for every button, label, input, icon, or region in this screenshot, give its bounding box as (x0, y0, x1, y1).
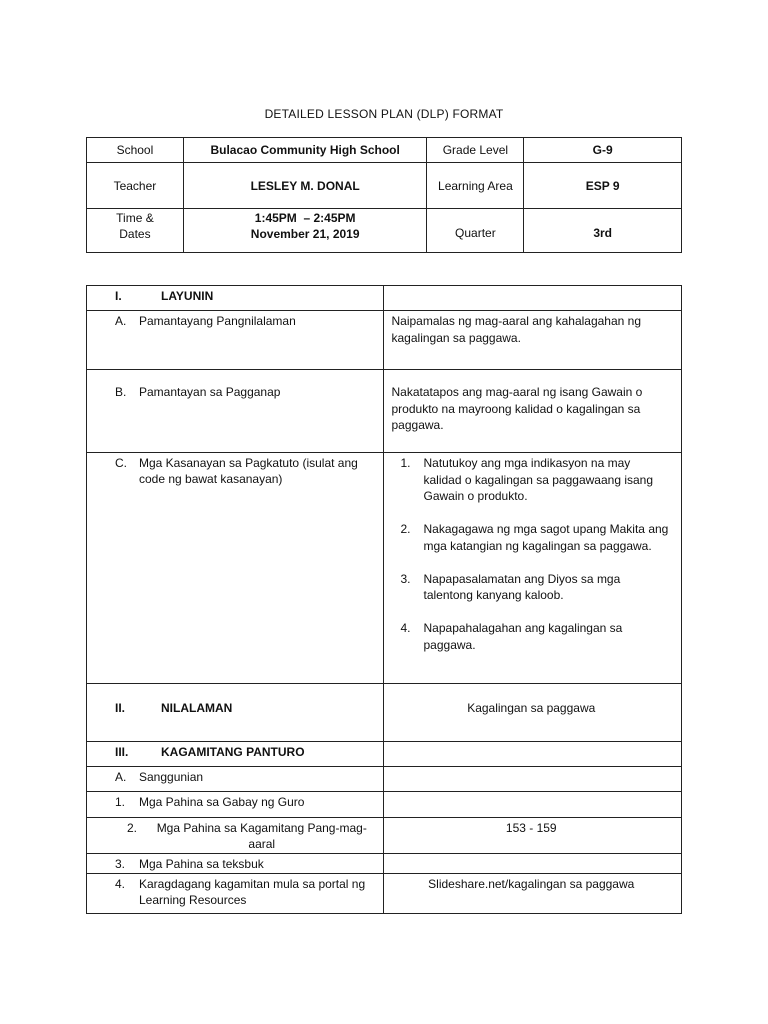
item-label: Mga Pahina sa Gabay ng Guro (139, 795, 305, 809)
item-label: Mga Pahina sa teksbuk (139, 857, 264, 871)
list-item (384, 571, 670, 604)
section-label: KAGAMITANG PANTURO (161, 745, 305, 759)
time-range: 1:45PM – 2:45PM (254, 211, 356, 225)
row-pamantayang-pangnilalaman (87, 311, 682, 370)
list-text: Napapahalagahan ang kagalingan sa paggawa. (423, 621, 623, 652)
item-label: Pamantayang Pangnilalaman (139, 314, 296, 328)
pages-value: 153 - 159 (505, 821, 557, 835)
row-kagamitang-pang-mag-aaral (87, 818, 682, 854)
section-number: III. (115, 745, 129, 759)
teacher-value: LESLEY M. DONAL (183, 163, 427, 209)
row-kagamitang-panturo (87, 742, 682, 767)
row-nilalaman (87, 684, 682, 742)
section-label: LAYUNIN (161, 289, 214, 303)
learning-competencies-list (384, 453, 682, 653)
item-letter: A. (115, 770, 127, 784)
info-row-school (87, 138, 682, 163)
row-mga-kasanayan (87, 453, 682, 684)
info-table (86, 137, 682, 253)
item-number: 2. (127, 821, 138, 835)
item-letter: A. (115, 314, 127, 328)
time-value (183, 209, 427, 253)
row-pamantayan-sa-pagganap (87, 370, 682, 453)
list-number: 4. (400, 621, 411, 635)
time-label-line1: Time & (116, 211, 154, 225)
nilalaman-value: Kagalingan sa paggawa (467, 701, 596, 715)
item-label: Sanggunian (139, 770, 204, 784)
list-item (384, 521, 670, 554)
info-row-teacher (87, 163, 682, 209)
list-number: 3. (400, 571, 411, 586)
item-label: Mga Kasanayan sa Pagkatuto (isulat ang code ng bawat kasanayan) (139, 456, 358, 486)
row-teksbuk (87, 854, 682, 874)
section-label: NILALAMAN (161, 701, 233, 715)
row-sanggunian (87, 767, 682, 792)
row-gabay-ng-guro (87, 792, 682, 818)
school-label: School (87, 138, 184, 163)
list-text: Nakagagawa ng mga sagot upang Makita ang mga katangian ng kagalingan sa paggawa. (423, 522, 669, 553)
row-learning-resources (87, 874, 682, 914)
list-item (384, 620, 670, 653)
item-label: Karagdagang kagamitan mula sa portal ng Learning Resources (139, 877, 366, 907)
time-label-line2: Dates (119, 227, 151, 241)
area-value: ESP 9 (524, 163, 682, 209)
school-value: Bulacao Community High School (183, 138, 427, 163)
teacher-label: Teacher (87, 163, 184, 209)
list-item (384, 455, 670, 505)
list-text: Natutukoy ang mga indikasyon na may kalidad o kagalingan sa paggawaang isang Gawain o produkto. (423, 456, 654, 503)
quarter-label: Quarter (427, 209, 524, 253)
item-number: 1. (115, 795, 126, 809)
lesson-plan-table (86, 285, 682, 914)
item-letter: B. (115, 385, 127, 399)
info-row-time (87, 209, 682, 253)
date-value: November 21, 2019 (250, 227, 360, 241)
section-number: II. (115, 701, 126, 715)
item-number: 4. (115, 877, 126, 891)
time-label (87, 209, 184, 253)
grade-value: G-9 (524, 138, 682, 163)
item-number: 3. (115, 857, 126, 871)
quarter-value: 3rd (524, 209, 682, 253)
resource-link-text: Slideshare.net/kagalingan sa paggawa (428, 877, 635, 891)
area-label: Learning Area (427, 163, 524, 209)
item-letter: C. (115, 456, 127, 470)
section-number: I. (115, 289, 122, 303)
grade-label: Grade Level (427, 138, 524, 163)
list-text: Napapasalamatan ang Diyos sa mga talentong kanyang kaloob. (423, 571, 621, 602)
document-title: DETAILED LESSON PLAN (DLP) FORMAT (264, 107, 504, 121)
row-layunin (87, 286, 682, 311)
item-label: Pamantayan sa Pagganap (139, 385, 281, 399)
item-value: Nakatatapos ang mag-aaral ng isang Gawain o produkto na mayroong kalidad o kagalingan sa paggawa. (391, 385, 643, 432)
list-number: 1. (400, 456, 411, 470)
item-value: Naipamalas ng mag-aaral ang kahalagahan ng kagalingan sa paggawa. (391, 314, 642, 345)
list-number: 2. (400, 522, 411, 536)
item-label: Mga Pahina sa Kagamitang Pang-mag-aaral (156, 821, 367, 851)
